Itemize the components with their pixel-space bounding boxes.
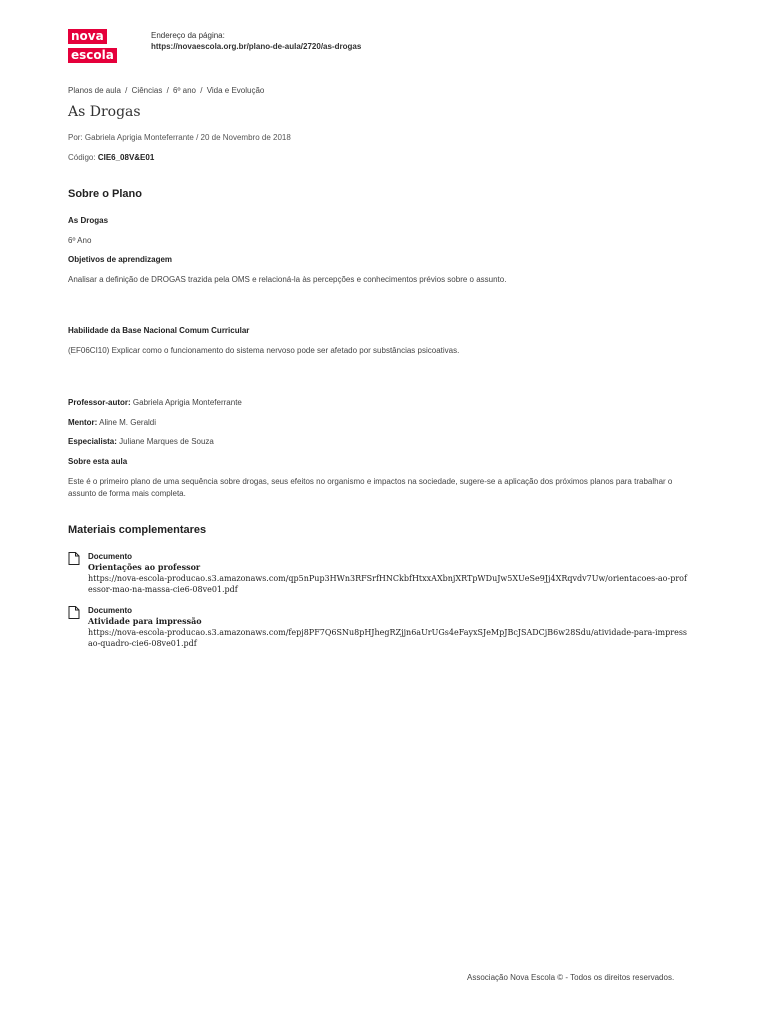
specialist-value: Juliane Marques de Souza [119, 437, 214, 446]
mentor-value: Aline M. Geraldi [99, 418, 157, 427]
about-heading: Sobre o Plano [68, 188, 142, 200]
breadcrumb-separator: / [200, 86, 203, 95]
document-icon [68, 606, 80, 619]
breadcrumb-item[interactable]: Vida e Evolução [206, 86, 265, 95]
page-title: As Drogas [68, 104, 141, 120]
specialist-label: Especialista: [68, 437, 117, 446]
bncc-text: (EF06CI10) Explicar como o funcionamento do sistema nervoso pode ser afetado por substâncias psicoativas. [68, 346, 460, 355]
author-value: Gabriela Aprigia Monteferrante [132, 398, 242, 407]
breadcrumb-item[interactable]: Ciências [131, 86, 163, 95]
address-label: Endereço da página: [151, 31, 225, 40]
breadcrumb-item[interactable]: Planos de aula [68, 86, 121, 95]
breadcrumb-separator: / [166, 86, 169, 95]
plan-name: As Drogas [68, 216, 109, 225]
mentor-line [68, 418, 156, 427]
author-line [68, 398, 242, 407]
logo-line-1: nova [68, 29, 107, 44]
byline: Por: Gabriela Aprigia Monteferrante / 20 de Novembro de 2018 [68, 133, 291, 142]
specialist-line [68, 437, 214, 446]
code-value: CIE6_08V&E01 [97, 153, 155, 162]
material-link[interactable]: https://nova-escola-producao.s3.amazonaws.com/qp5nPup3HWn3RFSrfHNCkbfHtxxAXbnjXRTpWDuJw5XUeSe9Jj4XRqvdv7Uw/orientacoes-ao-professor-mao-na-massa-cie6-08ve01.pdf [88, 574, 687, 594]
code-label: Código: [68, 153, 96, 162]
class-text: Este é o primeiro plano de uma sequência sobre drogas, seus efeitos no organismo e impactos na sociedade, sugere-se a aplicação dos próximos planos para trabalhar o assunto de forma mais completa. [68, 477, 673, 498]
material-type: Documento [88, 552, 132, 561]
material-name: Orientações ao professor [88, 562, 201, 572]
breadcrumb-separator: / [125, 86, 128, 95]
page-address [151, 30, 361, 52]
breadcrumb [68, 86, 264, 95]
objectives-text: Analisar a definição de DROGAS trazida pela OMS e relacioná-la às percepções e conhecimentos prévios sobre o assunto. [68, 275, 507, 284]
material-item[interactable] [68, 605, 688, 649]
document-icon [68, 552, 80, 565]
material-name: Atividade para impressão [88, 616, 202, 626]
plan-grade: 6º Ano [68, 236, 92, 245]
material-type: Documento [88, 606, 132, 615]
address-url[interactable]: https://novaescola.org.br/plano-de-aula/2720/as-drogas [151, 42, 362, 51]
breadcrumb-item[interactable]: 6º ano [173, 86, 196, 95]
logo-line-2: escola [68, 48, 117, 63]
objectives-label: Objetivos de aprendizagem [68, 255, 173, 264]
material-link[interactable]: https://nova-escola-producao.s3.amazonaws.com/fepj8PF7Q6SNu8pHJhegRZjjn6aUrUGs4eFayxSJeMpJBcJSADCjB6w28Sdu/atividade-para-impressao-quadro-cie6-08ve01.pdf [88, 628, 688, 648]
author-label: Professor-autor: [68, 398, 131, 407]
plan-code [68, 153, 154, 162]
bncc-label: Habilidade da Base Nacional Comum Curricular [68, 326, 250, 335]
mentor-label: Mentor: [68, 418, 98, 427]
material-item[interactable] [68, 551, 688, 595]
class-label: Sobre esta aula [68, 457, 128, 466]
nova-escola-logo[interactable] [68, 29, 124, 63]
footer-copyright: Associação Nova Escola © - Todos os direitos reservados. [467, 973, 675, 982]
materials-heading: Materiais complementares [68, 524, 207, 536]
